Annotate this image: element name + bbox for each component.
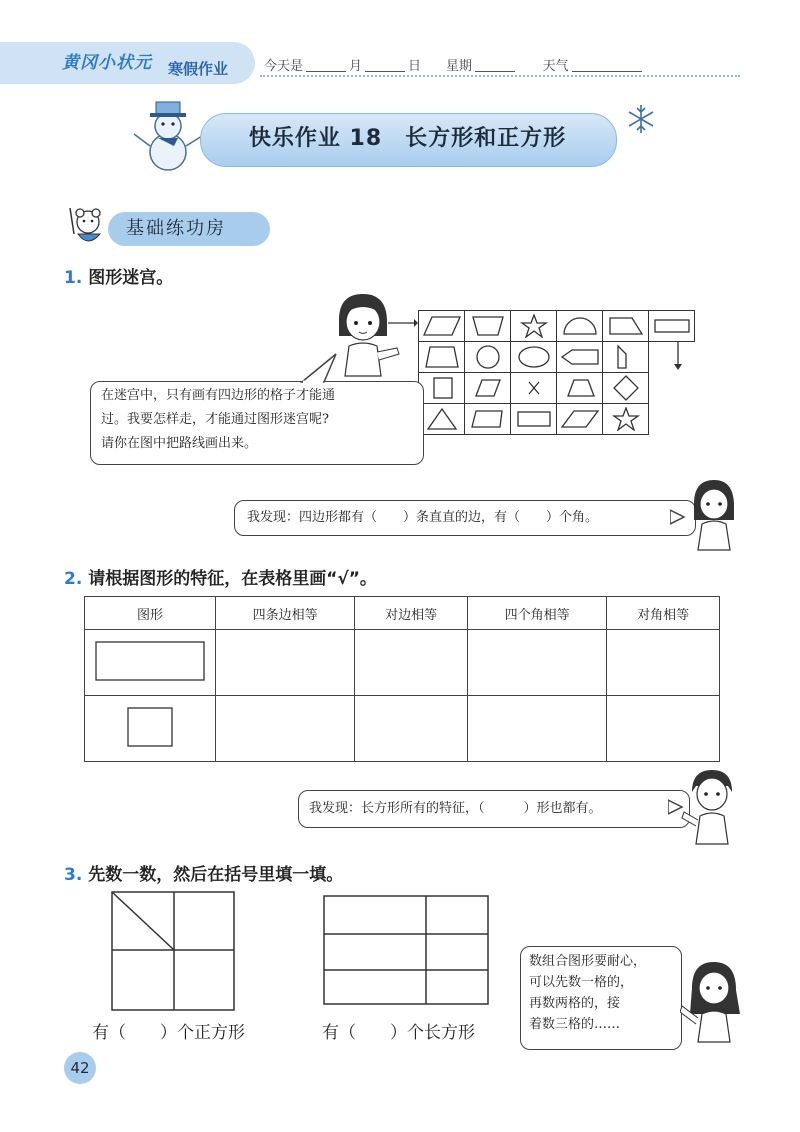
answer-cell[interactable] (467, 696, 606, 762)
q3-title: 先数一数，然后在括号里填一填。 (88, 865, 344, 885)
maze-cell[interactable] (511, 404, 557, 435)
q3-rectangle-answer[interactable]: 有（ ）个长方形 (322, 1023, 475, 1043)
q1-title: 图形迷宫。 (88, 268, 174, 288)
maze-cell[interactable] (511, 311, 557, 342)
maze-cell[interactable] (557, 311, 603, 342)
square-shape-icon (125, 705, 175, 749)
answer-cell[interactable] (467, 630, 606, 696)
maze-row (419, 373, 695, 404)
square-icon (422, 376, 462, 400)
col-header: 四条边相等 (216, 597, 355, 630)
table-row (85, 696, 720, 762)
trapezoid-icon (468, 315, 508, 337)
parallelogram-icon (560, 408, 600, 430)
bubble-line: 可以先数一格的， (529, 975, 634, 990)
q2-heading (64, 564, 377, 589)
bear-mascot-icon (60, 204, 110, 250)
bubble-line: 过。我要怎样走，才能通过图形迷宫呢? (101, 412, 329, 427)
maze-entry-arrow-icon (388, 316, 418, 330)
maze-cell[interactable] (419, 373, 465, 404)
maze-cell[interactable] (557, 342, 603, 373)
triangle-icon (422, 407, 462, 431)
diamond-icon (606, 375, 646, 401)
weekday-blank[interactable] (475, 59, 515, 72)
weather-label: 天气 (542, 59, 569, 74)
square-counting-figure (110, 890, 236, 1012)
answer-cell[interactable] (216, 630, 355, 696)
maze-row (419, 404, 695, 435)
maze-cell[interactable] (465, 342, 511, 373)
trapezoid-icon (560, 377, 600, 399)
table-row (85, 630, 720, 696)
rectangle-shape-icon (93, 639, 207, 683)
bubble-line: 数组合图形要耐心， (529, 954, 647, 969)
trapezoid-icon (422, 345, 462, 369)
maze-cell[interactable] (603, 373, 649, 404)
girl-figure-icon (684, 476, 744, 552)
right-trapezoid-icon (606, 344, 646, 370)
q1-heading (64, 263, 173, 288)
date-line (264, 55, 645, 74)
maze-row (419, 342, 695, 373)
maze-cell[interactable] (419, 342, 465, 373)
answer-cell[interactable] (607, 630, 720, 696)
day-blank[interactable] (365, 59, 405, 72)
maze-cell[interactable] (419, 311, 465, 342)
shape-maze (418, 310, 695, 435)
star-icon (606, 407, 646, 431)
maze-exit (649, 342, 695, 373)
pentagon-arrow-icon (560, 346, 600, 368)
col-header: 图形 (85, 597, 216, 630)
ellipse-icon (514, 345, 554, 369)
brand-subtitle: 寒假作业 (168, 60, 229, 78)
semicircle-icon (560, 315, 600, 337)
right-trapezoid-icon (606, 315, 646, 337)
maze-cell[interactable] (557, 404, 603, 435)
q2-number: 2. (64, 569, 83, 589)
page-number: 42 (64, 1052, 96, 1084)
q2-discovery-bubble: 我发现：长方形所有的特征，（ ）形也都有。 (298, 790, 690, 828)
bubble-tail (300, 352, 340, 384)
col-header: 四个角相等 (467, 597, 606, 630)
weekday-label: 星期 (445, 59, 472, 74)
parallelogram-icon (468, 408, 508, 430)
parallelogram-icon (468, 377, 508, 399)
page-title: 快乐作业 18 长方形和正方形 (248, 126, 567, 151)
answer-cell[interactable] (355, 696, 468, 762)
maze-cell[interactable] (419, 404, 465, 435)
snowflake-icon (625, 103, 657, 135)
day-label: 日 (408, 59, 422, 74)
boy-figure-icon (680, 766, 744, 846)
maze-cell[interactable] (465, 373, 511, 404)
answer-cell[interactable] (216, 696, 355, 762)
answer-cell[interactable] (607, 696, 720, 762)
q3-number: 3. (64, 865, 83, 885)
q1-instruction-bubble (90, 381, 424, 465)
shape-cell (85, 696, 216, 762)
maze-cell[interactable] (649, 311, 695, 342)
brand-logo: 黄冈小状元 (62, 53, 152, 73)
maze-cell[interactable] (603, 342, 649, 373)
maze-cell[interactable] (511, 373, 557, 404)
cross-icon (514, 377, 554, 399)
q1-discovery-bubble: 我发现：四边形都有（ ）条直直的边，有（ ）个角。 (234, 500, 696, 536)
weather-blank[interactable] (572, 59, 642, 72)
star-icon (514, 314, 554, 338)
col-header: 对角相等 (607, 597, 720, 630)
bubble-line: 再数两格的，接 (529, 996, 621, 1011)
maze-cell[interactable] (511, 342, 557, 373)
q3-square-answer[interactable]: 有（ ）个正方形 (92, 1023, 245, 1043)
q3-heading (64, 860, 343, 885)
rectangle-icon (514, 408, 554, 430)
girl-figure-icon (680, 958, 750, 1044)
month-label: 月 (349, 59, 363, 74)
q1-number: 1. (64, 268, 83, 288)
section-title: 基础练功房 (126, 218, 226, 239)
q3-tip-bubble (520, 946, 682, 1050)
maze-cell[interactable] (465, 311, 511, 342)
maze-cell[interactable] (603, 311, 649, 342)
property-table (84, 596, 720, 762)
date-prefix: 今天是 (264, 59, 304, 74)
maze-exit-arrow-icon (652, 342, 692, 372)
bubble-line: 请你在图中把路线画出来。 (101, 436, 258, 451)
maze-cell[interactable] (603, 404, 649, 435)
month-blank[interactable] (306, 59, 346, 72)
answer-cell[interactable] (355, 630, 468, 696)
table-header-row (85, 597, 720, 630)
maze-cell[interactable] (557, 373, 603, 404)
circle-icon (468, 344, 508, 370)
snowman-icon (128, 94, 208, 174)
rectangle-icon (652, 315, 692, 337)
maze-cell[interactable] (465, 404, 511, 435)
rectangle-counting-figure (322, 894, 490, 1006)
bubble-line: 在迷宫中，只有画有四边形的格子才能通 (101, 388, 336, 403)
q2-title: 请根据图形的特征，在表格里画“√”。 (88, 569, 377, 589)
maze-row (419, 311, 695, 342)
header-dotted-line (260, 75, 740, 77)
col-header: 对边相等 (355, 597, 468, 630)
parallelogram-icon (422, 315, 462, 337)
bubble-line: 着数三格的…… (529, 1017, 621, 1032)
shape-cell (85, 630, 216, 696)
